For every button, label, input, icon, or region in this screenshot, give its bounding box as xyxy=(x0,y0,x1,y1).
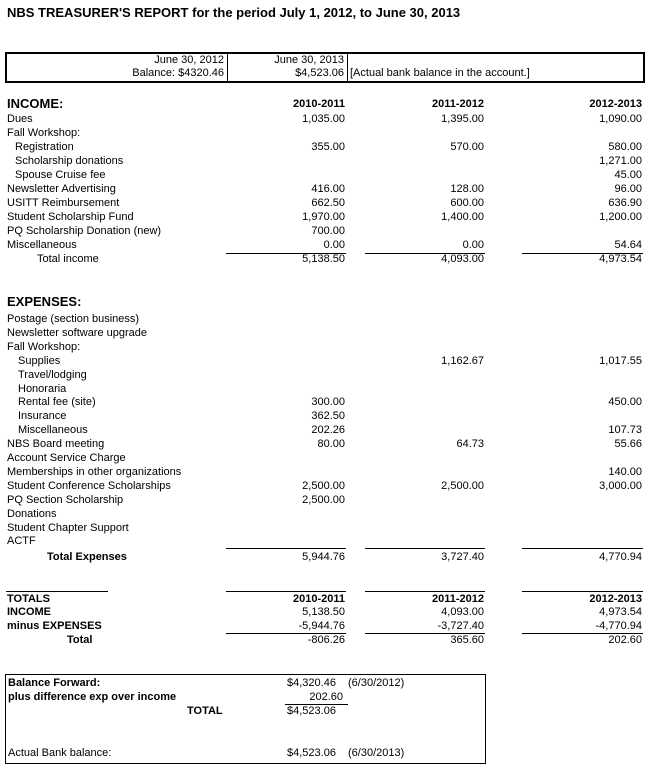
plus-difference-label: plus difference exp over income xyxy=(8,691,177,703)
totals-minus-expenses-label: minus EXPENSES xyxy=(7,620,102,632)
total-expenses-2011: 3,727.40 xyxy=(441,551,484,563)
totals-top-line-3 xyxy=(522,591,643,592)
totals-mid-line-2 xyxy=(365,633,485,634)
income-row-label: PQ Scholarship Donation (new) xyxy=(7,225,162,237)
bank-balance-date: (6/30/2013) xyxy=(348,747,405,759)
income-row-value: 355.00 xyxy=(311,141,345,153)
expense-row-value: 55.66 xyxy=(614,438,642,450)
expense-row-value: 107.73 xyxy=(608,424,642,436)
income-row-label: USITT Reimbursement xyxy=(7,197,120,209)
income-year-header-2: 2011-2012 xyxy=(432,98,484,110)
totals-mid-line-3 xyxy=(522,633,643,634)
income-row-value: 636.90 xyxy=(608,197,642,209)
income-row-value: 1,970.00 xyxy=(302,211,345,223)
expense-row-label: Miscellaneous xyxy=(18,424,88,436)
income-row-value: 96.00 xyxy=(614,183,642,195)
start-date: June 30, 2012 xyxy=(154,54,224,66)
income-sum-line-3 xyxy=(522,253,643,254)
income-row-value: 1,090.00 xyxy=(599,113,642,125)
total-expenses-label: Total Expenses xyxy=(47,551,127,563)
totals-value: 4,093.00 xyxy=(441,606,484,618)
totals-income-label: INCOME xyxy=(7,606,51,618)
income-row-value: 0.00 xyxy=(323,239,345,251)
totals-value: 2010-2011 xyxy=(293,593,345,605)
balance-forward-label: Balance Forward: xyxy=(8,677,101,689)
balance-forward-date: (6/30/2012) xyxy=(348,677,405,689)
expense-row-label: Insurance xyxy=(18,410,67,422)
expense-row-value: 64.73 xyxy=(456,438,484,450)
balance-total-value: $4,523.06 xyxy=(287,705,336,717)
expense-row-label: Rental fee (site) xyxy=(18,396,96,408)
income-row-value: 1,035.00 xyxy=(302,113,345,125)
expense-row-label: NBS Board meeting xyxy=(7,438,105,450)
income-sum-line-2 xyxy=(365,253,485,254)
totals-value: 2011-2012 xyxy=(432,593,484,605)
expense-row-value: 300.00 xyxy=(311,396,345,408)
income-row-label: Registration xyxy=(15,141,74,153)
start-balance: Balance: $4320.46 xyxy=(132,67,224,79)
income-row-label: Spouse Cruise fee xyxy=(15,169,106,181)
expense-row-value: 1,162.67 xyxy=(441,355,484,367)
income-year-header-3: 2012-2013 xyxy=(589,98,642,110)
totals-top-line-1 xyxy=(226,591,346,592)
expense-row-label: Memberships in other organizations xyxy=(7,466,182,478)
income-year-header-1: 2010-2011 xyxy=(293,98,345,110)
expenses-heading: EXPENSES: xyxy=(7,294,82,309)
totals-total-label: Total xyxy=(67,634,93,646)
expense-row-value: 80.00 xyxy=(317,438,345,450)
income-row-value: 1,271.00 xyxy=(599,155,642,167)
income-row-value: 662.50 xyxy=(311,197,345,209)
expense-row-value: 2,500.00 xyxy=(302,494,345,506)
balance-forward-value: $4,320.46 xyxy=(287,677,336,689)
income-row-value: 128.00 xyxy=(450,183,484,195)
totals-value: 4,973.54 xyxy=(599,606,642,618)
expense-row-label: Honoraria xyxy=(18,383,67,395)
income-row-value: 1,400.00 xyxy=(441,211,484,223)
expense-row-label: Newsletter software upgrade xyxy=(7,327,148,339)
income-row-value: 600.00 xyxy=(450,197,484,209)
income-row-label: Newsletter Advertising xyxy=(7,183,116,195)
expenses-sum-line-2 xyxy=(365,548,485,549)
expense-row-label: Student Chapter Support xyxy=(7,522,129,534)
income-heading: INCOME: xyxy=(7,96,64,111)
expense-row-label: ACTF xyxy=(7,535,36,547)
totals-top-line-2 xyxy=(365,591,485,592)
expense-row-value: 1,017.55 xyxy=(599,355,642,367)
expense-row-value: 140.00 xyxy=(608,466,642,478)
top-box-divider-1 xyxy=(227,54,228,81)
expense-row-value: 3,000.00 xyxy=(599,480,642,492)
end-balance: $4,523.06 xyxy=(295,67,344,79)
total-expenses-2012: 4,770.94 xyxy=(599,551,642,563)
expense-row-value: 202.26 xyxy=(311,424,345,436)
income-row-label: Scholarship donations xyxy=(15,155,124,167)
totals-value: 5,138.50 xyxy=(302,606,345,618)
expense-row-label: Fall Workshop: xyxy=(7,341,81,353)
total-expenses-2010: 5,944.76 xyxy=(302,551,345,563)
totals-value: 202.60 xyxy=(608,634,642,646)
income-row-value: 570.00 xyxy=(450,141,484,153)
income-row-value: 54.64 xyxy=(614,239,642,251)
expense-row-label: Student Conference Scholarships xyxy=(7,480,171,492)
expenses-sum-line-1 xyxy=(226,548,346,549)
expense-row-label: Donations xyxy=(7,508,57,520)
expense-row-value: 362.50 xyxy=(311,410,345,422)
expense-row-label: Supplies xyxy=(18,355,61,367)
income-sum-line-1 xyxy=(226,253,346,254)
totals-label: TOTALS xyxy=(7,593,50,605)
totals-value: -3,727.40 xyxy=(437,620,484,632)
income-row-label: Fall Workshop: xyxy=(7,127,81,139)
income-row-value: 700.00 xyxy=(311,225,345,237)
totals-value: 2012-2013 xyxy=(589,593,642,605)
expense-row-label: Travel/lodging xyxy=(18,369,87,381)
income-row-value: 1,395.00 xyxy=(441,113,484,125)
expenses-sum-line-3 xyxy=(522,548,643,549)
income-row-value: 4,973.54 xyxy=(599,253,642,265)
income-row-label: Total income xyxy=(37,253,99,265)
income-row-label: Miscellaneous xyxy=(7,239,77,251)
end-date: June 30, 2013 xyxy=(274,54,344,66)
expense-row-value: 2,500.00 xyxy=(302,480,345,492)
income-row-value: 416.00 xyxy=(311,183,345,195)
bank-balance-label: Actual Bank balance: xyxy=(8,747,112,759)
income-row-value: 580.00 xyxy=(608,141,642,153)
plus-difference-value: 202.60 xyxy=(309,691,343,703)
totals-value: -806.26 xyxy=(307,634,345,646)
top-box-divider-2 xyxy=(347,54,348,81)
income-row-value: 0.00 xyxy=(462,239,484,251)
income-row-value: 45.00 xyxy=(614,169,642,181)
totals-value: 365.60 xyxy=(450,634,484,646)
income-row-label: Dues xyxy=(7,113,33,125)
balance-total-label: TOTAL xyxy=(187,705,223,717)
expense-row-label: Postage (section business) xyxy=(7,313,140,325)
expense-row-label: PQ Section Scholarship xyxy=(7,494,124,506)
expense-row-label: Account Service Charge xyxy=(7,452,126,464)
bank-balance-note: [Actual bank balance in the account.] xyxy=(350,67,530,79)
expense-row-value: 2,500.00 xyxy=(441,480,484,492)
report-title: NBS TREASURER'S REPORT for the period July 1, 2012, to June 30, 2013 xyxy=(7,5,461,20)
totals-mid-line-1 xyxy=(226,633,346,634)
income-row-value: 4,093.00 xyxy=(441,253,484,265)
income-row-label: Student Scholarship Fund xyxy=(7,211,134,223)
totals-top-line-label xyxy=(6,591,108,592)
bank-balance-value: $4,523.06 xyxy=(287,747,336,759)
totals-value: -4,770.94 xyxy=(595,620,642,632)
expense-row-value: 450.00 xyxy=(608,396,642,408)
income-row-value: 5,138.50 xyxy=(302,253,345,265)
income-row-value: 1,200.00 xyxy=(599,211,642,223)
totals-value: -5,944.76 xyxy=(298,620,345,632)
